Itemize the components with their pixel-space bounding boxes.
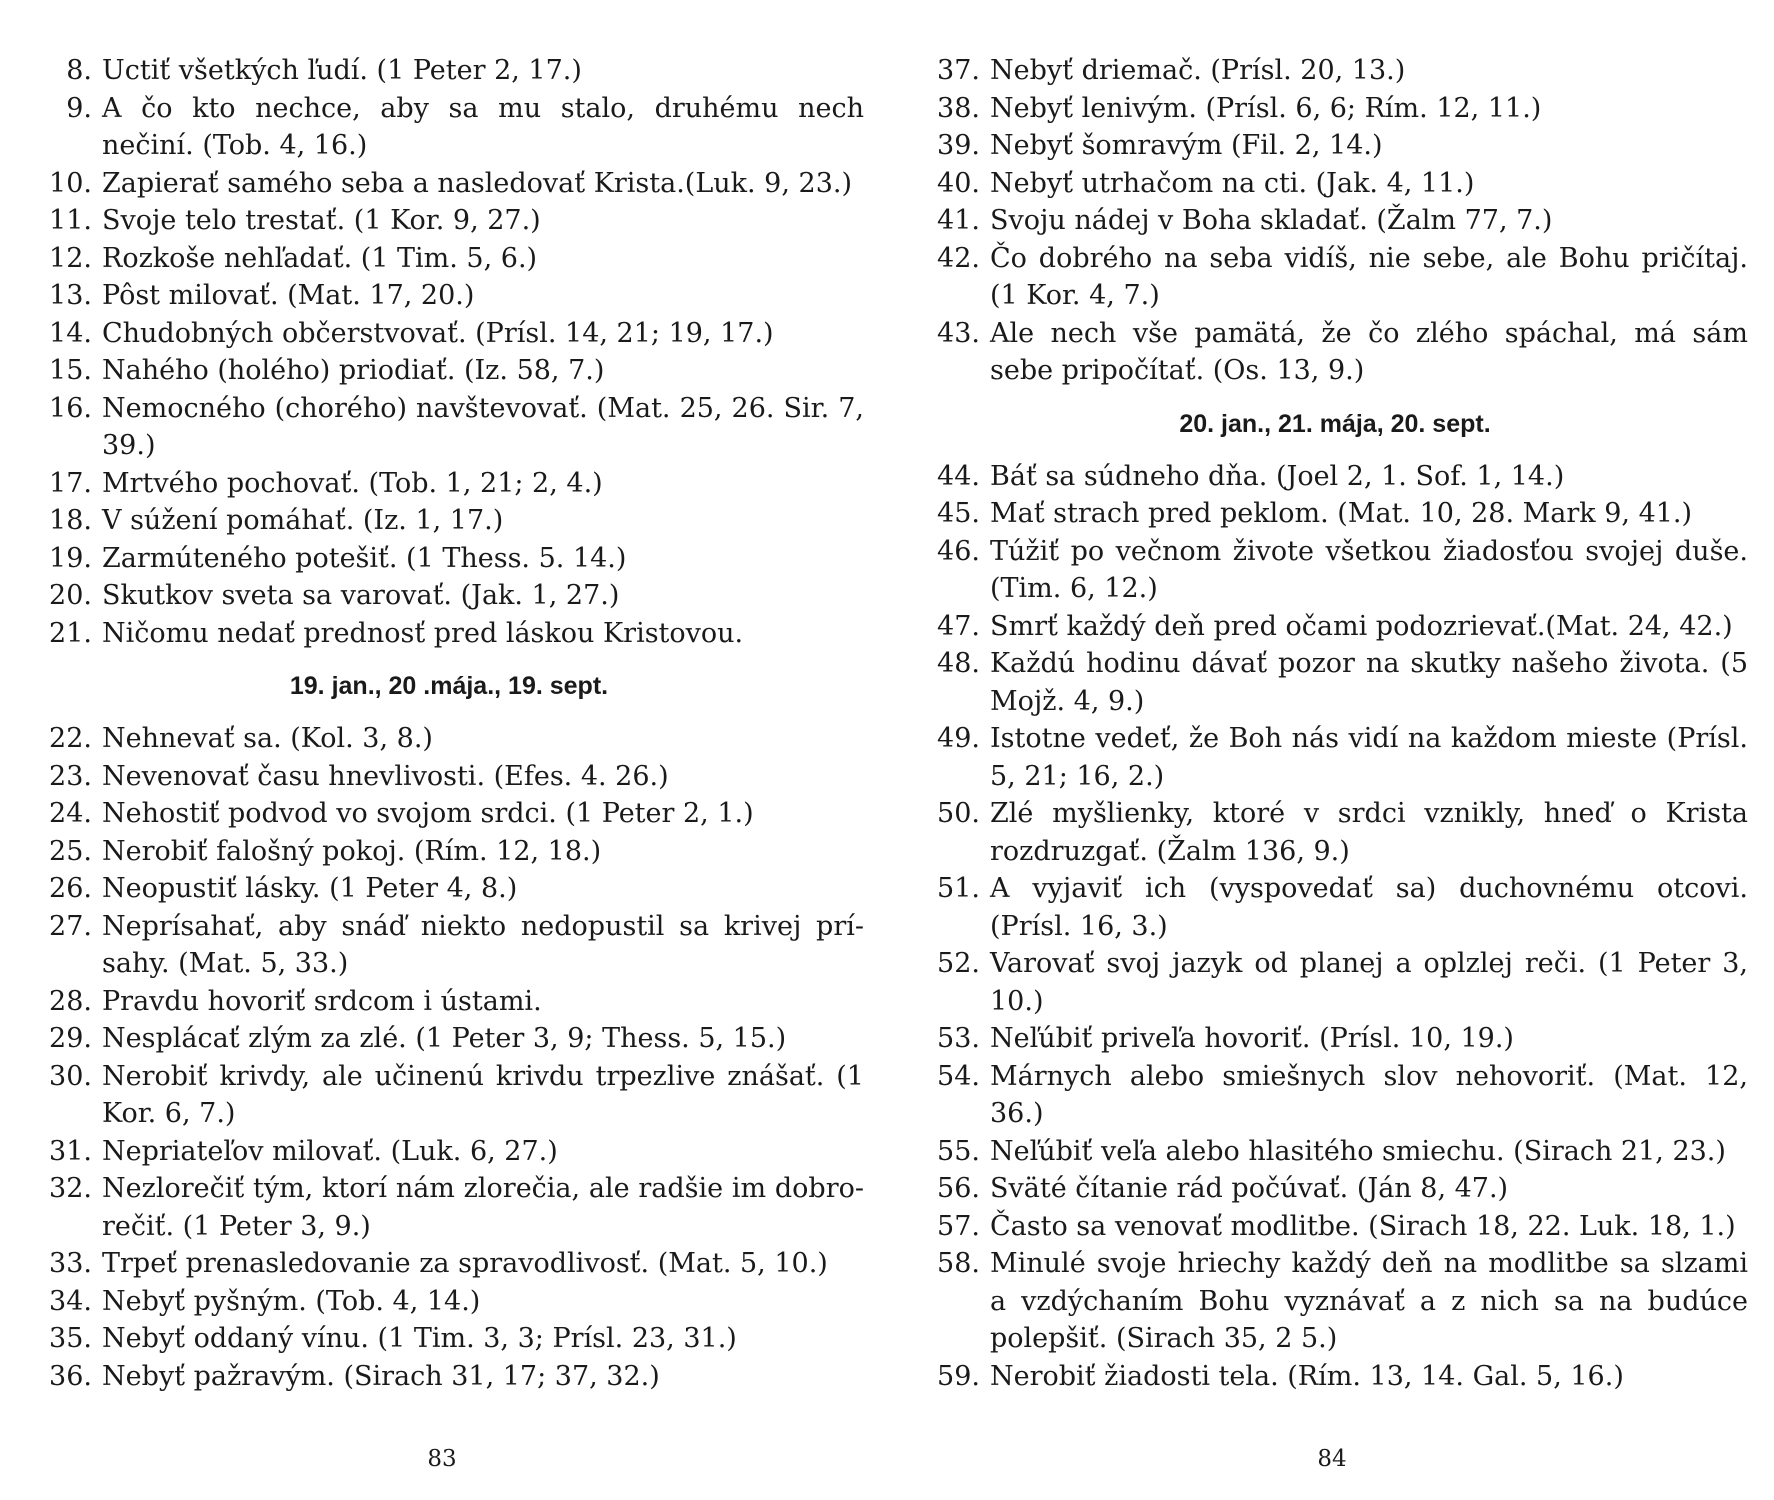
item-number: 43. — [937, 317, 980, 349]
list-item — [34, 1245, 864, 1283]
item-text: Svoje telo trestať. (1 Kor. 9, 27.) — [102, 205, 541, 236]
item-text: Nemocného (chorého) navštevovať. (Mat. 25, 26. Sir. 7, 39.) — [102, 392, 864, 461]
item-text: Nebyť oddaný vínu. (1 Tim. 3, 3; Prísl. 23, 31.) — [102, 1323, 737, 1354]
list-item — [34, 870, 864, 908]
item-text: A čo kto nechce, aby sa mu stalo, druhému nech nečiní. (Tob. 4, 16.) — [102, 92, 864, 161]
list-item — [34, 1133, 864, 1171]
list-item — [922, 945, 1748, 1020]
item-number: 45. — [937, 498, 980, 529]
item-text: Neľúbiť priveľa hovoriť. (Prísl. 10, 19.) — [990, 1023, 1514, 1054]
item-text: V súžení pomáhať. (Iz. 1, 17.) — [102, 505, 504, 536]
item-number: 55. — [937, 1135, 980, 1167]
item-number: 58. — [937, 1248, 980, 1279]
list-item — [922, 495, 1748, 533]
list-item — [34, 165, 864, 203]
item-number: 9. — [66, 92, 92, 124]
list-item — [34, 315, 864, 353]
item-text: Nebyť pyšným. (Tob. 4, 14.) — [102, 1285, 481, 1317]
item-number: 30. — [49, 1060, 92, 1092]
list-item — [34, 390, 864, 465]
list-item — [34, 352, 864, 390]
item-text: Sväté čítanie rád počúvať. (Ján 8, 47.) — [990, 1173, 1509, 1204]
item-text: Istotne vedeť, že Boh nás vidí na každom mieste (Prísl. 5, 21; 16, 2.) — [990, 723, 1748, 792]
item-number: 32. — [49, 1173, 92, 1204]
item-number: 19. — [49, 542, 92, 574]
item-text: Nehnevať sa. (Kol. 3, 8.) — [102, 723, 433, 754]
item-text: Neľúbiť veľa alebo hlasitého smiechu. (Sirach 21, 23.) — [990, 1135, 1726, 1167]
item-number: 37. — [937, 55, 980, 86]
item-number: 16. — [49, 392, 92, 424]
item-text: Nepriateľov milovať. (Luk. 6, 27.) — [102, 1135, 558, 1167]
list-item — [34, 90, 864, 165]
item-text: Rozkoše nehľadať. (1 Tim. 5, 6.) — [102, 242, 538, 274]
list-item — [922, 1245, 1748, 1358]
item-text: Zarmúteného potešiť. (1 Thess. 5. 14.) — [102, 542, 627, 574]
item-text: Nerobiť krivdy, ale učinenú krivdu trpezlive znášať. (1 Kor. 6, 7.) — [102, 1060, 864, 1129]
list-item — [922, 1358, 1748, 1396]
item-text: Túžiť po večnom živote všetkou žiadosťou svojej duše. (Tim. 6, 12.) — [990, 535, 1748, 604]
left-page — [34, 52, 864, 1395]
item-number: 51. — [937, 873, 980, 904]
item-number: 54. — [937, 1060, 980, 1092]
list-item — [922, 1133, 1748, 1171]
item-text: Nezlorečiť tým, ktorí nám zlorečia, ale radšie im dobro- rečiť. (1 Peter 3, 9.) — [102, 1173, 864, 1242]
item-text: Ničomu nedať prednosť pred láskou Kristovou. — [102, 617, 744, 649]
item-number: 41. — [937, 205, 980, 236]
rule-list — [922, 458, 1748, 1396]
item-text: Nehostiť podvod vo svojom srdci. (1 Peter 2, 1.) — [102, 798, 754, 829]
item-number: 38. — [937, 92, 980, 124]
list-item — [34, 908, 864, 983]
item-number: 14. — [49, 317, 92, 349]
item-number: 52. — [937, 948, 980, 979]
list-item — [922, 240, 1748, 315]
list-item — [34, 465, 864, 503]
item-number: 24. — [49, 798, 92, 829]
page-number: 84 — [1317, 1446, 1347, 1472]
item-number: 12. — [49, 242, 92, 274]
list-item — [922, 90, 1748, 128]
list-item — [922, 52, 1748, 90]
item-number: 39. — [937, 130, 980, 161]
item-text: Čo dobrého na seba vidíš, nie sebe, ale Bohu pričítaj. (1 Kor. 4, 7.) — [990, 242, 1748, 311]
item-text: Nerobiť žiadosti tela. (Rím. 13, 14. Gal. 5, 16.) — [990, 1360, 1624, 1392]
item-text: Mrtvého pochovať. (Tob. 1, 21; 2, 4.) — [102, 467, 603, 499]
item-text: Trpeť prenasledovanie za spravodlivosť. (Mat. 5, 10.) — [102, 1248, 828, 1279]
item-number: 17. — [49, 467, 92, 499]
list-item — [922, 608, 1748, 646]
item-number: 22. — [49, 723, 92, 754]
item-text: Minulé svoje hriechy každý deň na modlitbe sa slzami a vzdýchaním Bohu vyznávať a z nich sa na budúce polepšiť. (Sirach 35, 2 5.) — [990, 1248, 1748, 1354]
section-heading: 19. jan., 20 .mája., 19. sept. — [289, 672, 609, 700]
item-text: Nebyť utrhačom na cti. (Jak. 4, 11.) — [990, 167, 1475, 199]
section-heading: 20. jan., 21. mája, 20. sept. — [1179, 409, 1491, 438]
list-item — [922, 720, 1748, 795]
item-number: 47. — [937, 610, 980, 642]
item-text: Svoju nádej v Boha skladať. (Žalm 77, 7.) — [990, 205, 1553, 236]
item-number: 21. — [49, 617, 92, 649]
list-item — [922, 1058, 1748, 1133]
list-item — [922, 645, 1748, 720]
item-number: 18. — [49, 505, 92, 536]
item-number: 27. — [49, 910, 92, 942]
item-number: 33. — [49, 1248, 92, 1279]
list-item — [922, 127, 1748, 165]
list-item — [922, 458, 1748, 496]
rule-list — [922, 52, 1748, 390]
item-text: Ale nech vše pamätá, že čo zlého spáchal, má sám sebe pripočítať. (Os. 13, 9.) — [990, 317, 1748, 386]
list-item — [922, 1208, 1748, 1246]
item-number: 29. — [49, 1023, 92, 1054]
list-item — [34, 540, 864, 578]
list-item — [34, 1320, 864, 1358]
item-number: 42. — [937, 242, 980, 274]
item-text: Uctiť všetkých ľudí. (1 Peter 2, 17.) — [102, 55, 582, 86]
list-item — [34, 833, 864, 871]
list-item — [34, 502, 864, 540]
list-item — [922, 1170, 1748, 1208]
item-text: Pôst milovať. (Mat. 17, 20.) — [102, 280, 475, 311]
item-text: Nerobiť falošný pokoj. (Rím. 12, 18.) — [102, 835, 602, 867]
item-text: Každú hodinu dávať pozor na skutky našeho života. (5 Mojž. 4, 9.) — [990, 648, 1748, 717]
item-text: Nesplácať zlým za zlé. (1 Peter 3, 9; Thess. 5, 15.) — [102, 1023, 787, 1054]
list-item — [34, 1170, 864, 1245]
item-number: 8. — [66, 55, 92, 86]
item-number: 26. — [49, 873, 92, 904]
item-number: 35. — [49, 1323, 92, 1354]
list-item — [34, 52, 864, 90]
item-number: 20. — [49, 580, 92, 611]
list-item — [922, 315, 1748, 390]
item-text: Často sa venovať modlitbe. (Sirach 18, 22. Luk. 18, 1.) — [990, 1210, 1736, 1242]
list-item — [34, 1020, 864, 1058]
item-text: Nevenovať času hnevlivosti. (Efes. 4. 26.) — [102, 760, 669, 792]
list-item — [34, 983, 864, 1021]
item-text: Mať strach pred peklom. (Mat. 10, 28. Mark 9, 41.) — [990, 498, 1693, 529]
item-text: Chudobných občerstvovať. (Prísl. 14, 21; 19, 17.) — [102, 317, 774, 349]
rule-list — [34, 720, 864, 1395]
list-item — [922, 202, 1748, 240]
item-number: 46. — [937, 535, 980, 567]
item-text: Zlé myšlienky, ktoré v srdci vznikly, hneď o Krista rozdruzgať. (Žalm 136, 9.) — [990, 798, 1748, 867]
list-item — [922, 795, 1748, 870]
item-text: Nebyť šomravým (Fil. 2, 14.) — [990, 130, 1383, 161]
item-number: 36. — [49, 1360, 92, 1392]
item-text: Pravdu hovoriť srdcom i ústami. — [102, 985, 542, 1017]
item-number: 28. — [49, 985, 92, 1017]
list-item — [34, 615, 864, 653]
list-item — [34, 202, 864, 240]
item-number: 40. — [937, 167, 980, 199]
list-item — [34, 758, 864, 796]
right-page — [922, 52, 1748, 1395]
item-number: 48. — [937, 648, 980, 679]
item-number: 57. — [937, 1210, 980, 1242]
list-item — [922, 165, 1748, 203]
item-text: Skutkov sveta sa varovať. (Jak. 1, 27.) — [102, 580, 620, 611]
item-number: 23. — [49, 760, 92, 792]
list-item — [922, 533, 1748, 608]
item-text: Márnych alebo smiešnych slov nehovoriť. (Mat. 12, 36.) — [990, 1060, 1748, 1129]
item-number: 34. — [49, 1285, 92, 1317]
item-number: 53. — [937, 1023, 980, 1054]
item-text: Nebyť pažravým. (Sirach 31, 17; 37, 32.) — [102, 1360, 660, 1392]
list-item — [34, 1283, 864, 1321]
list-item — [922, 1020, 1748, 1058]
page-number: 83 — [427, 1446, 457, 1472]
item-number: 31. — [49, 1135, 92, 1167]
rule-list — [34, 52, 864, 652]
list-item — [922, 870, 1748, 945]
item-number: 15. — [49, 355, 92, 386]
item-text: Zapierať samého seba a nasledovať Krista.(Luk. 9, 23.) — [102, 167, 853, 199]
list-item — [34, 277, 864, 315]
item-text: Nebyť lenivým. (Prísl. 6, 6; Rím. 12, 11.) — [990, 92, 1542, 124]
item-number: 56. — [937, 1173, 980, 1204]
item-number: 59. — [937, 1360, 980, 1392]
list-item — [34, 577, 864, 615]
item-number: 10. — [49, 167, 92, 199]
item-number: 13. — [49, 280, 92, 311]
item-text: Smrť každý deň pred očami podozrievať.(Mat. 24, 42.) — [990, 610, 1733, 642]
list-item — [34, 1358, 864, 1396]
list-item — [34, 795, 864, 833]
item-text: A vyjaviť ich (vyspovedať sa) duchovnému otcovi. (Prísl. 16, 3.) — [990, 873, 1748, 942]
list-item — [34, 720, 864, 758]
item-text: Neprísahať, aby snáď niekto nedopustil sa krivej prí- sahy. (Mat. 5, 33.) — [102, 910, 864, 979]
item-number: 44. — [937, 460, 980, 492]
item-text: Neopustiť lásky. (1 Peter 4, 8.) — [102, 873, 518, 904]
item-text: Varovať svoj jazyk od planej a oplzlej reči. (1 Peter 3, 10.) — [990, 948, 1748, 1017]
item-text: Nahého (holého) priodiať. (Iz. 58, 7.) — [102, 355, 605, 386]
item-number: 50. — [937, 798, 980, 829]
list-item — [34, 240, 864, 278]
item-text: Nebyť driemač. (Prísl. 20, 13.) — [990, 55, 1406, 86]
item-number: 25. — [49, 835, 92, 867]
item-number: 11. — [49, 205, 92, 236]
list-item — [34, 1058, 864, 1133]
item-number: 49. — [937, 723, 980, 754]
item-text: Báť sa súdneho dňa. (Joel 2, 1. Sof. 1, 14.) — [990, 460, 1565, 492]
